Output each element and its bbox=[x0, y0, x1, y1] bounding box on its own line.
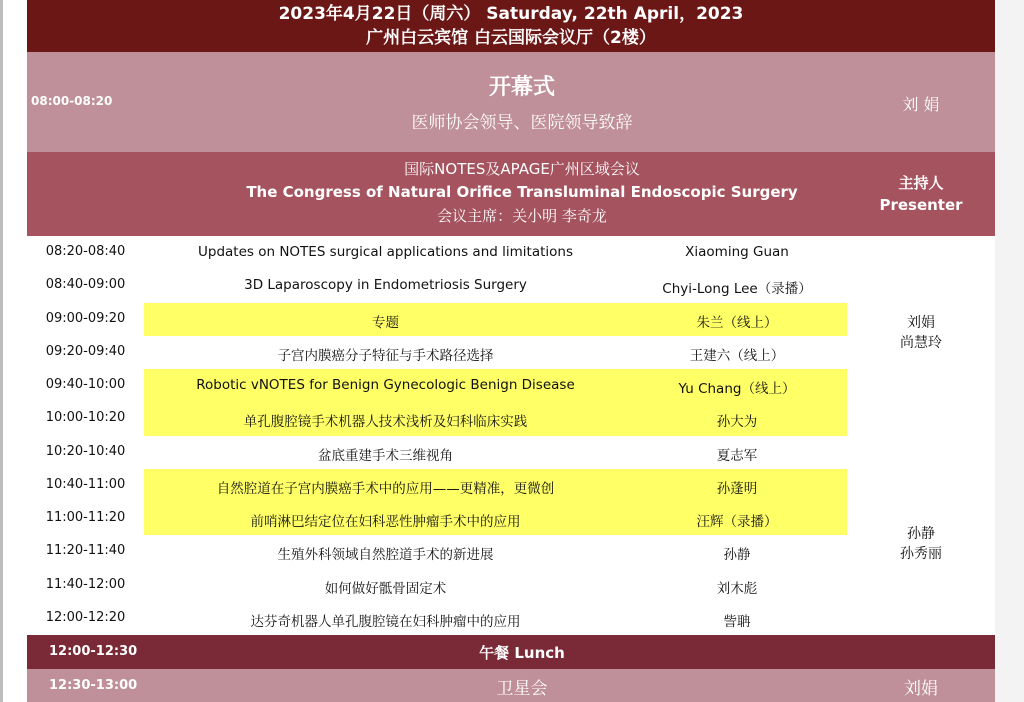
congress-chairs: 会议主席：关小明 李奇龙 bbox=[437, 207, 607, 225]
session-topic: Updates on NOTES surgical applications and limitations bbox=[198, 244, 573, 260]
right-margin bbox=[995, 0, 1024, 702]
session-time: 08:40-09:00 bbox=[45, 277, 126, 293]
table-row bbox=[27, 269, 847, 302]
session-time: 11:40-12:00 bbox=[45, 576, 126, 592]
opening-time: 08:00-08:20 bbox=[31, 94, 113, 108]
satellite-presenter: 刘娟 bbox=[904, 679, 938, 699]
session-speaker: 訾聃 bbox=[723, 613, 751, 630]
table-row bbox=[27, 402, 847, 435]
session-time: 09:40-10:00 bbox=[45, 377, 126, 392]
session-time: 12:00-12:20 bbox=[45, 609, 126, 625]
session-speaker: Yu Chang（线上） bbox=[678, 381, 796, 397]
session-time: 10:40-11:00 bbox=[45, 476, 126, 492]
presenter-heading bbox=[847, 172, 995, 216]
chairs-group-1 bbox=[847, 313, 995, 353]
session-speaker: 汪辉（录播） bbox=[696, 514, 778, 530]
congress-title-en: The Congress of Natural Orifice Transluminal Endoscopic Surgery bbox=[246, 183, 798, 201]
session-time: 10:20-10:40 bbox=[45, 443, 126, 459]
satellite-time: 12:30-13:00 bbox=[49, 678, 138, 693]
session-time: 11:20-11:40 bbox=[45, 543, 126, 559]
session-speaker: 孙大为 bbox=[716, 414, 758, 431]
lunch-label: 午餐 Lunch bbox=[479, 644, 565, 662]
session-speaker: 王建六（线上） bbox=[689, 347, 785, 364]
session-time: 09:00-09:20 bbox=[45, 310, 126, 326]
left-border bbox=[0, 0, 3, 702]
table-row bbox=[27, 369, 847, 402]
chair-name: 孙秀丽 bbox=[900, 546, 942, 562]
session-speaker: 夏志军 bbox=[716, 447, 758, 464]
opening-presenter: 刘 娟 bbox=[902, 95, 940, 114]
chair-name: 孙静 bbox=[907, 526, 935, 542]
session-topic: Robotic vNOTES for Benign Gynecologic Benign Disease bbox=[196, 377, 575, 393]
lunch-row bbox=[27, 635, 995, 669]
table-row bbox=[27, 469, 847, 502]
session-speaker: 孙静 bbox=[723, 547, 751, 564]
opening-title: 开幕式 bbox=[488, 75, 555, 100]
session-speaker: Xiaoming Guan bbox=[685, 244, 789, 260]
session-topic: 生殖外科领域自然腔道手术的新进展 bbox=[277, 547, 494, 564]
congress-title-cn: 国际NOTES及APAGE广州区域会议 bbox=[404, 160, 640, 178]
session-time: 11:00-11:20 bbox=[45, 510, 126, 525]
session-topic: 盆底重建手术三维视角 bbox=[318, 447, 453, 464]
session-topic: 3D Laparoscopy in Endometriosis Surgery bbox=[244, 277, 527, 294]
session-topic: 自然腔道在子宫内膜癌手术中的应用——更精准，更微创 bbox=[216, 480, 555, 497]
table-row bbox=[27, 502, 847, 535]
session-speaker: 刘木彪 bbox=[716, 580, 758, 597]
chairs-group-2 bbox=[847, 524, 995, 564]
chair-name: 刘娟 bbox=[907, 315, 935, 331]
table-row bbox=[27, 436, 847, 469]
table-row bbox=[27, 336, 847, 369]
date-line: 2023年4月22日（周六） Saturday, 22th April，2023 bbox=[278, 4, 744, 24]
session-time: 08:20-08:40 bbox=[45, 244, 126, 259]
table-row bbox=[27, 535, 847, 568]
table-row bbox=[27, 602, 847, 635]
presenter-label-en: Presenter bbox=[879, 196, 963, 214]
table-row bbox=[27, 569, 847, 602]
session-time: 09:20-09:40 bbox=[45, 343, 126, 359]
session-topic: 达芬奇机器人单孔腹腔镜在妇科肿瘤中的应用 bbox=[250, 613, 521, 630]
lunch-time: 12:00-12:30 bbox=[49, 644, 138, 659]
chair-name: 尚慧玲 bbox=[900, 335, 942, 351]
congress-header bbox=[27, 152, 995, 236]
session-topic: 子宫内膜癌分子特征与手术路径选择 bbox=[277, 347, 494, 364]
opening-subtitle: 医师协会领导、医院领导致辞 bbox=[411, 113, 633, 133]
table-row bbox=[27, 303, 847, 336]
session-speaker: 朱兰（线上） bbox=[696, 314, 778, 331]
session-time: 10:00-10:20 bbox=[45, 410, 126, 426]
venue-line: 广州白云宾馆 白云国际会议厅（2楼） bbox=[366, 28, 656, 48]
session-topic: 专题 bbox=[372, 314, 399, 331]
session-speaker: 孙蓬明 bbox=[716, 480, 758, 497]
satellite-row bbox=[27, 669, 995, 702]
session-topic: 如何做好骶骨固定术 bbox=[324, 580, 447, 597]
presenter-label-cn: 主持人 bbox=[898, 174, 944, 192]
session-topic: 单孔腹腔镜手术机器人技术浅析及妇科临床实践 bbox=[243, 414, 528, 431]
session-speaker: Chyi-Long Lee（录播） bbox=[662, 281, 812, 298]
opening-ceremony-row bbox=[27, 52, 995, 152]
session-topic: 前哨淋巴结定位在妇科恶性肿瘤手术中的应用 bbox=[250, 514, 521, 530]
satellite-label: 卫星会 bbox=[496, 679, 548, 699]
table-row bbox=[27, 236, 847, 269]
date-venue-header bbox=[27, 0, 995, 52]
